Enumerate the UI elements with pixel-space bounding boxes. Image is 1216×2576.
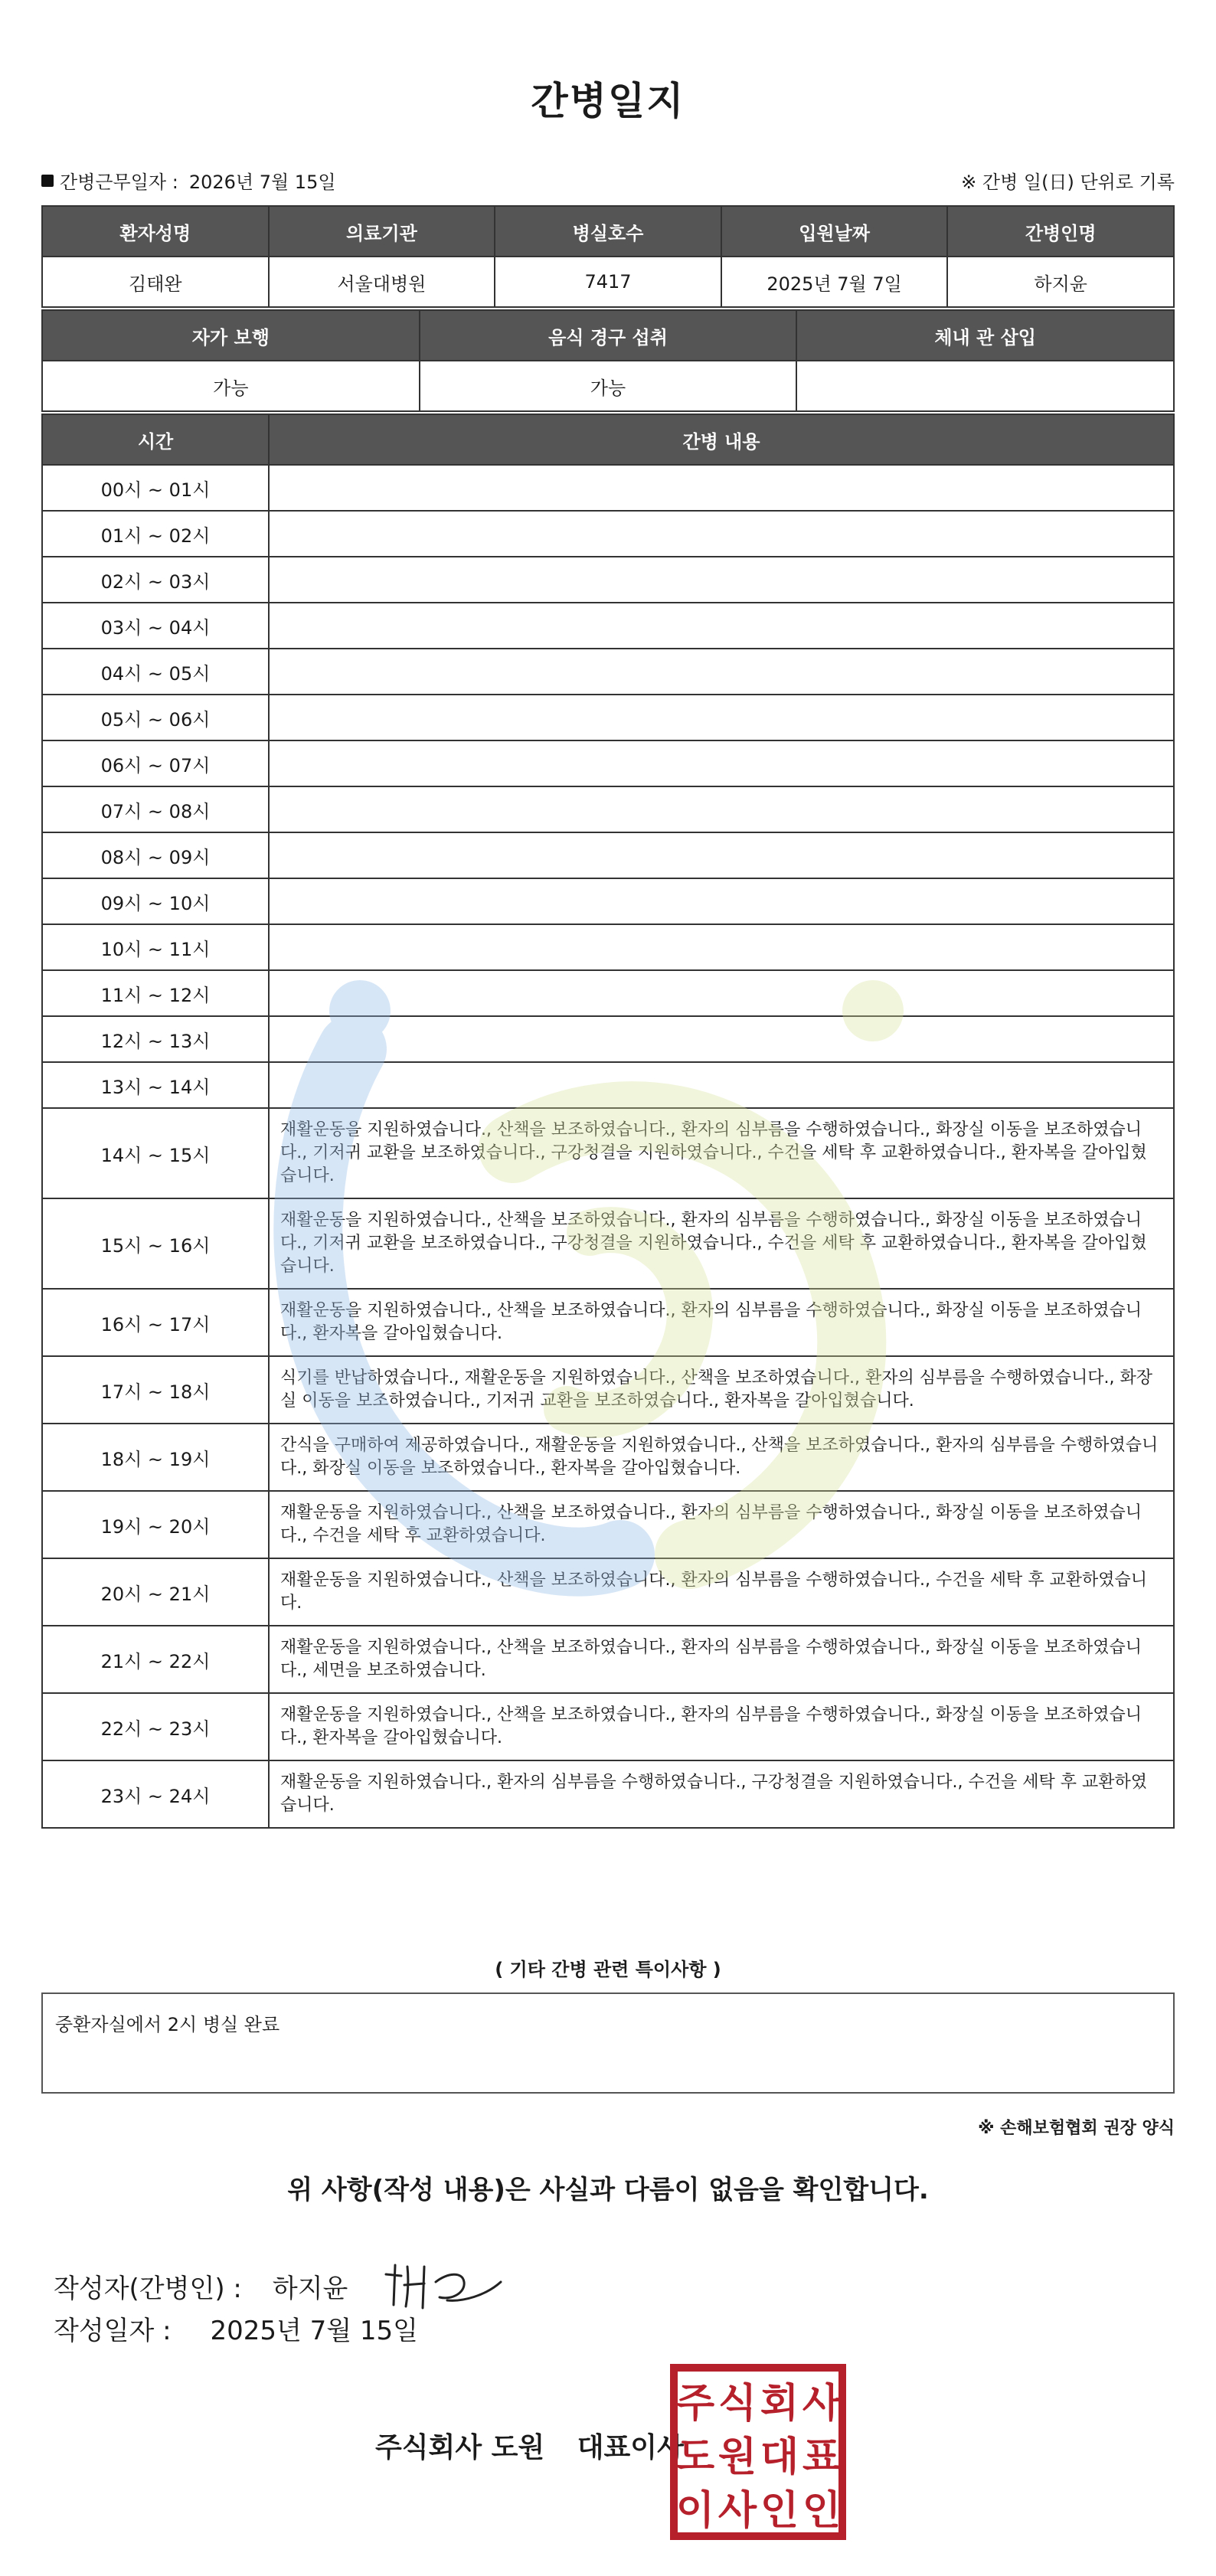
log-content: 재활운동을 지원하였습니다., 산책을 보조하였습니다., 환자의 심부름을 수행하였습니다., 화장실 이동을 보조하였습니다., 수건을 세탁 후 교환하였습니다. [269,1491,1174,1558]
patient-info-table [41,205,1175,308]
unit-note: ※ 간병 일(日) 단위로 기록 [961,172,1175,193]
room-number: 7417 [495,257,721,307]
log-time: 02시 ~ 03시 [42,557,269,603]
header-room-number: 병실호수 [495,206,721,257]
table-row [42,511,1174,557]
hospital: 서울대병원 [269,257,495,307]
log-time: 18시 ~ 19시 [42,1424,269,1491]
remarks-title: ( 기타 간병 관련 특이사항 ) [495,1959,721,1980]
log-time: 13시 ~ 14시 [42,1062,269,1108]
table-row [42,603,1174,649]
header-care-content: 간병 내용 [269,414,1174,465]
oral-intake: 가능 [420,361,797,411]
log-time: 17시 ~ 18시 [42,1356,269,1424]
remarks-text: 중환자실에서 2시 병실 완료 [55,2014,280,2035]
table-row [42,1491,1174,1558]
log-time: 10시 ~ 11시 [42,924,269,970]
page-title: 간병일지 [531,79,685,123]
log-content: 재활운동을 지원하였습니다., 산책을 보조하였습니다., 환자의 심부름을 수행하였습니다., 수건을 세탁 후 교환하였습니다. [269,1558,1174,1626]
seal-char: 이 [675,2488,715,2534]
table-row [42,465,1174,511]
written-date-value: 2025년 7월 15일 [210,2316,419,2346]
seal-char: 인 [760,2488,799,2534]
header-hospital: 의료기관 [269,206,495,257]
seal-char: 도 [675,2434,715,2480]
log-time: 20시 ~ 21시 [42,1558,269,1626]
company-seal-icon [669,2363,847,2541]
log-time: 04시 ~ 05시 [42,649,269,695]
table-row [42,1693,1174,1760]
table-row [42,557,1174,603]
log-content [269,1062,1174,1108]
header-oral-intake: 음식 경구 섭취 [420,310,797,361]
log-content: 재활운동을 지원하였습니다., 산책을 보조하였습니다., 환자의 심부름을 수행하였습니다., 화장실 이동을 보조하였습니다., 환자복을 갈아입혔습니다. [269,1289,1174,1356]
log-content [269,603,1174,649]
log-content [269,511,1174,557]
seal-char: 대 [760,2434,799,2480]
work-date [41,167,336,194]
log-time: 11시 ~ 12시 [42,970,269,1016]
log-time: 22시 ~ 23시 [42,1693,269,1760]
log-time: 16시 ~ 17시 [42,1289,269,1356]
header-patient-name: 환자성명 [42,206,269,257]
table-row [42,695,1174,740]
log-time: 07시 ~ 08시 [42,786,269,832]
table-row [42,1558,1174,1626]
self-walking: 가능 [42,361,420,411]
log-content: 재활운동을 지원하였습니다., 산책을 보조하였습니다., 환자의 심부름을 수행하였습니다., 화장실 이동을 보조하였습니다., 기저귀 교환을 보조하였습니다., 구강청결을 지원하였습니다., 수건을 세탁 후 교환하였습니다., 환자복을 갈아입혔습니다. [269,1108,1174,1198]
seal-char: 식 [718,2381,757,2427]
log-content [269,557,1174,603]
log-content [269,649,1174,695]
admission-date: 2025년 7월 7일 [721,257,948,307]
table-row [42,1016,1174,1062]
patient-info-value-row [42,257,1174,307]
header-time: 시간 [42,414,269,465]
log-time: 14시 ~ 15시 [42,1108,269,1198]
care-log-body [42,465,1174,1828]
log-time: 08시 ~ 09시 [42,832,269,878]
written-date-label: 작성일자 : [54,2316,172,2346]
seal-char: 회 [760,2381,799,2427]
square-bullet-icon [41,175,54,187]
header-self-walking: 자가 보행 [42,310,420,361]
log-content: 재활운동을 지원하였습니다., 산책을 보조하였습니다., 환자의 심부름을 수행하였습니다., 화장실 이동을 보조하였습니다., 세면을 보조하였습니다. [269,1626,1174,1693]
log-content: 간식을 구매하여 제공하였습니다., 재활운동을 지원하였습니다., 산책을 보조하였습니다., 환자의 심부름을 수행하였습니다., 화장실 이동을 보조하였습니다., 환자복을 갈아입혔습니다. [269,1424,1174,1491]
care-log-header-row [42,414,1174,465]
writer-label: 작성자(간병인) : [54,2273,242,2304]
company-signature-line [375,2426,684,2465]
table-row [42,1760,1174,1828]
company-name: 주식회사 도원 [375,2432,545,2463]
log-content [269,924,1174,970]
log-time: 19시 ~ 20시 [42,1491,269,1558]
log-content: 식기를 반납하였습니다., 재활운동을 지원하였습니다., 산책을 보조하였습니다., 환자의 심부름을 수행하였습니다., 화장실 이동을 보조하였습니다., 기저귀 교환을 보조하였습니다., 환자복을 갈아입혔습니다. [269,1356,1174,1424]
seal-char: 인 [802,2488,842,2534]
table-row [42,924,1174,970]
table-row [42,1626,1174,1693]
log-time: 03시 ~ 04시 [42,603,269,649]
table-row [42,1062,1174,1108]
care-log-table [41,414,1175,1829]
work-date-value: 2026년 7월 15일 [188,172,336,193]
table-row [42,970,1174,1016]
table-row [42,649,1174,695]
company-title: 대표이사 [577,2432,684,2463]
table-row [42,832,1174,878]
table-row [42,878,1174,924]
written-date-row [54,2310,418,2347]
writer-name: 하지윤 [272,2273,348,2304]
log-time: 12시 ~ 13시 [42,1016,269,1062]
table-row [42,1108,1174,1198]
seal-char: 사 [718,2488,757,2534]
log-time: 21시 ~ 22시 [42,1626,269,1693]
header-caregiver-name: 간병인명 [947,206,1174,257]
meta-row [41,167,1175,198]
table-row [42,1356,1174,1424]
log-content [269,740,1174,786]
seal-char: 주 [675,2381,715,2427]
table-row [42,1424,1174,1491]
log-content: 재활운동을 지원하였습니다., 환자의 심부름을 수행하였습니다., 구강청결을 지원하였습니다., 수건을 세탁 후 교환하였습니다. [269,1760,1174,1828]
log-content [269,465,1174,511]
log-content: 재활운동을 지원하였습니다., 산책을 보조하였습니다., 환자의 심부름을 수행하였습니다., 화장실 이동을 보조하였습니다., 환자복을 갈아입혔습니다. [269,1693,1174,1760]
seal-char: 원 [718,2434,757,2480]
remarks-box [41,1992,1175,2094]
table-row [42,1198,1174,1289]
patient-info-header-row [42,206,1174,257]
patient-status-table [41,309,1175,412]
header-admission-date: 입원날짜 [721,206,948,257]
log-time: 15시 ~ 16시 [42,1198,269,1289]
patient-name: 김태완 [42,257,269,307]
seal-char: 표 [802,2434,842,2480]
log-content [269,786,1174,832]
log-content [269,878,1174,924]
log-content [269,695,1174,740]
log-content [269,970,1174,1016]
log-time: 09시 ~ 10시 [42,878,269,924]
table-row [42,786,1174,832]
confirm-text: 위 사항(작성 내용)은 사실과 다름이 없음을 확인합니다. [287,2175,929,2205]
log-time: 06시 ~ 07시 [42,740,269,786]
recommend-note: ※ 손해보험협회 권장 양식 [978,2119,1175,2138]
seal-char: 사 [802,2381,842,2427]
work-date-label: 간병근무일자 : [60,172,178,193]
log-time: 05시 ~ 06시 [42,695,269,740]
log-content [269,1016,1174,1062]
log-time: 01시 ~ 02시 [42,511,269,557]
log-time: 23시 ~ 24시 [42,1760,269,1828]
patient-status-header-row [42,310,1174,361]
tube-insertion [796,361,1174,411]
table-row [42,1289,1174,1356]
log-content [269,832,1174,878]
log-time: 00시 ~ 01시 [42,465,269,511]
table-row [42,740,1174,786]
header-tube-insertion: 체내 관 삽입 [796,310,1174,361]
patient-status-value-row [42,361,1174,411]
log-content: 재활운동을 지원하였습니다., 산책을 보조하였습니다., 환자의 심부름을 수행하였습니다., 화장실 이동을 보조하였습니다., 기저귀 교환을 보조하였습니다., 구강청결을 지원하였습니다., 수건을 세탁 후 교환하였습니다., 환자복을 갈아입혔습니다. [269,1198,1174,1289]
caregiver-name: 하지윤 [947,257,1174,307]
